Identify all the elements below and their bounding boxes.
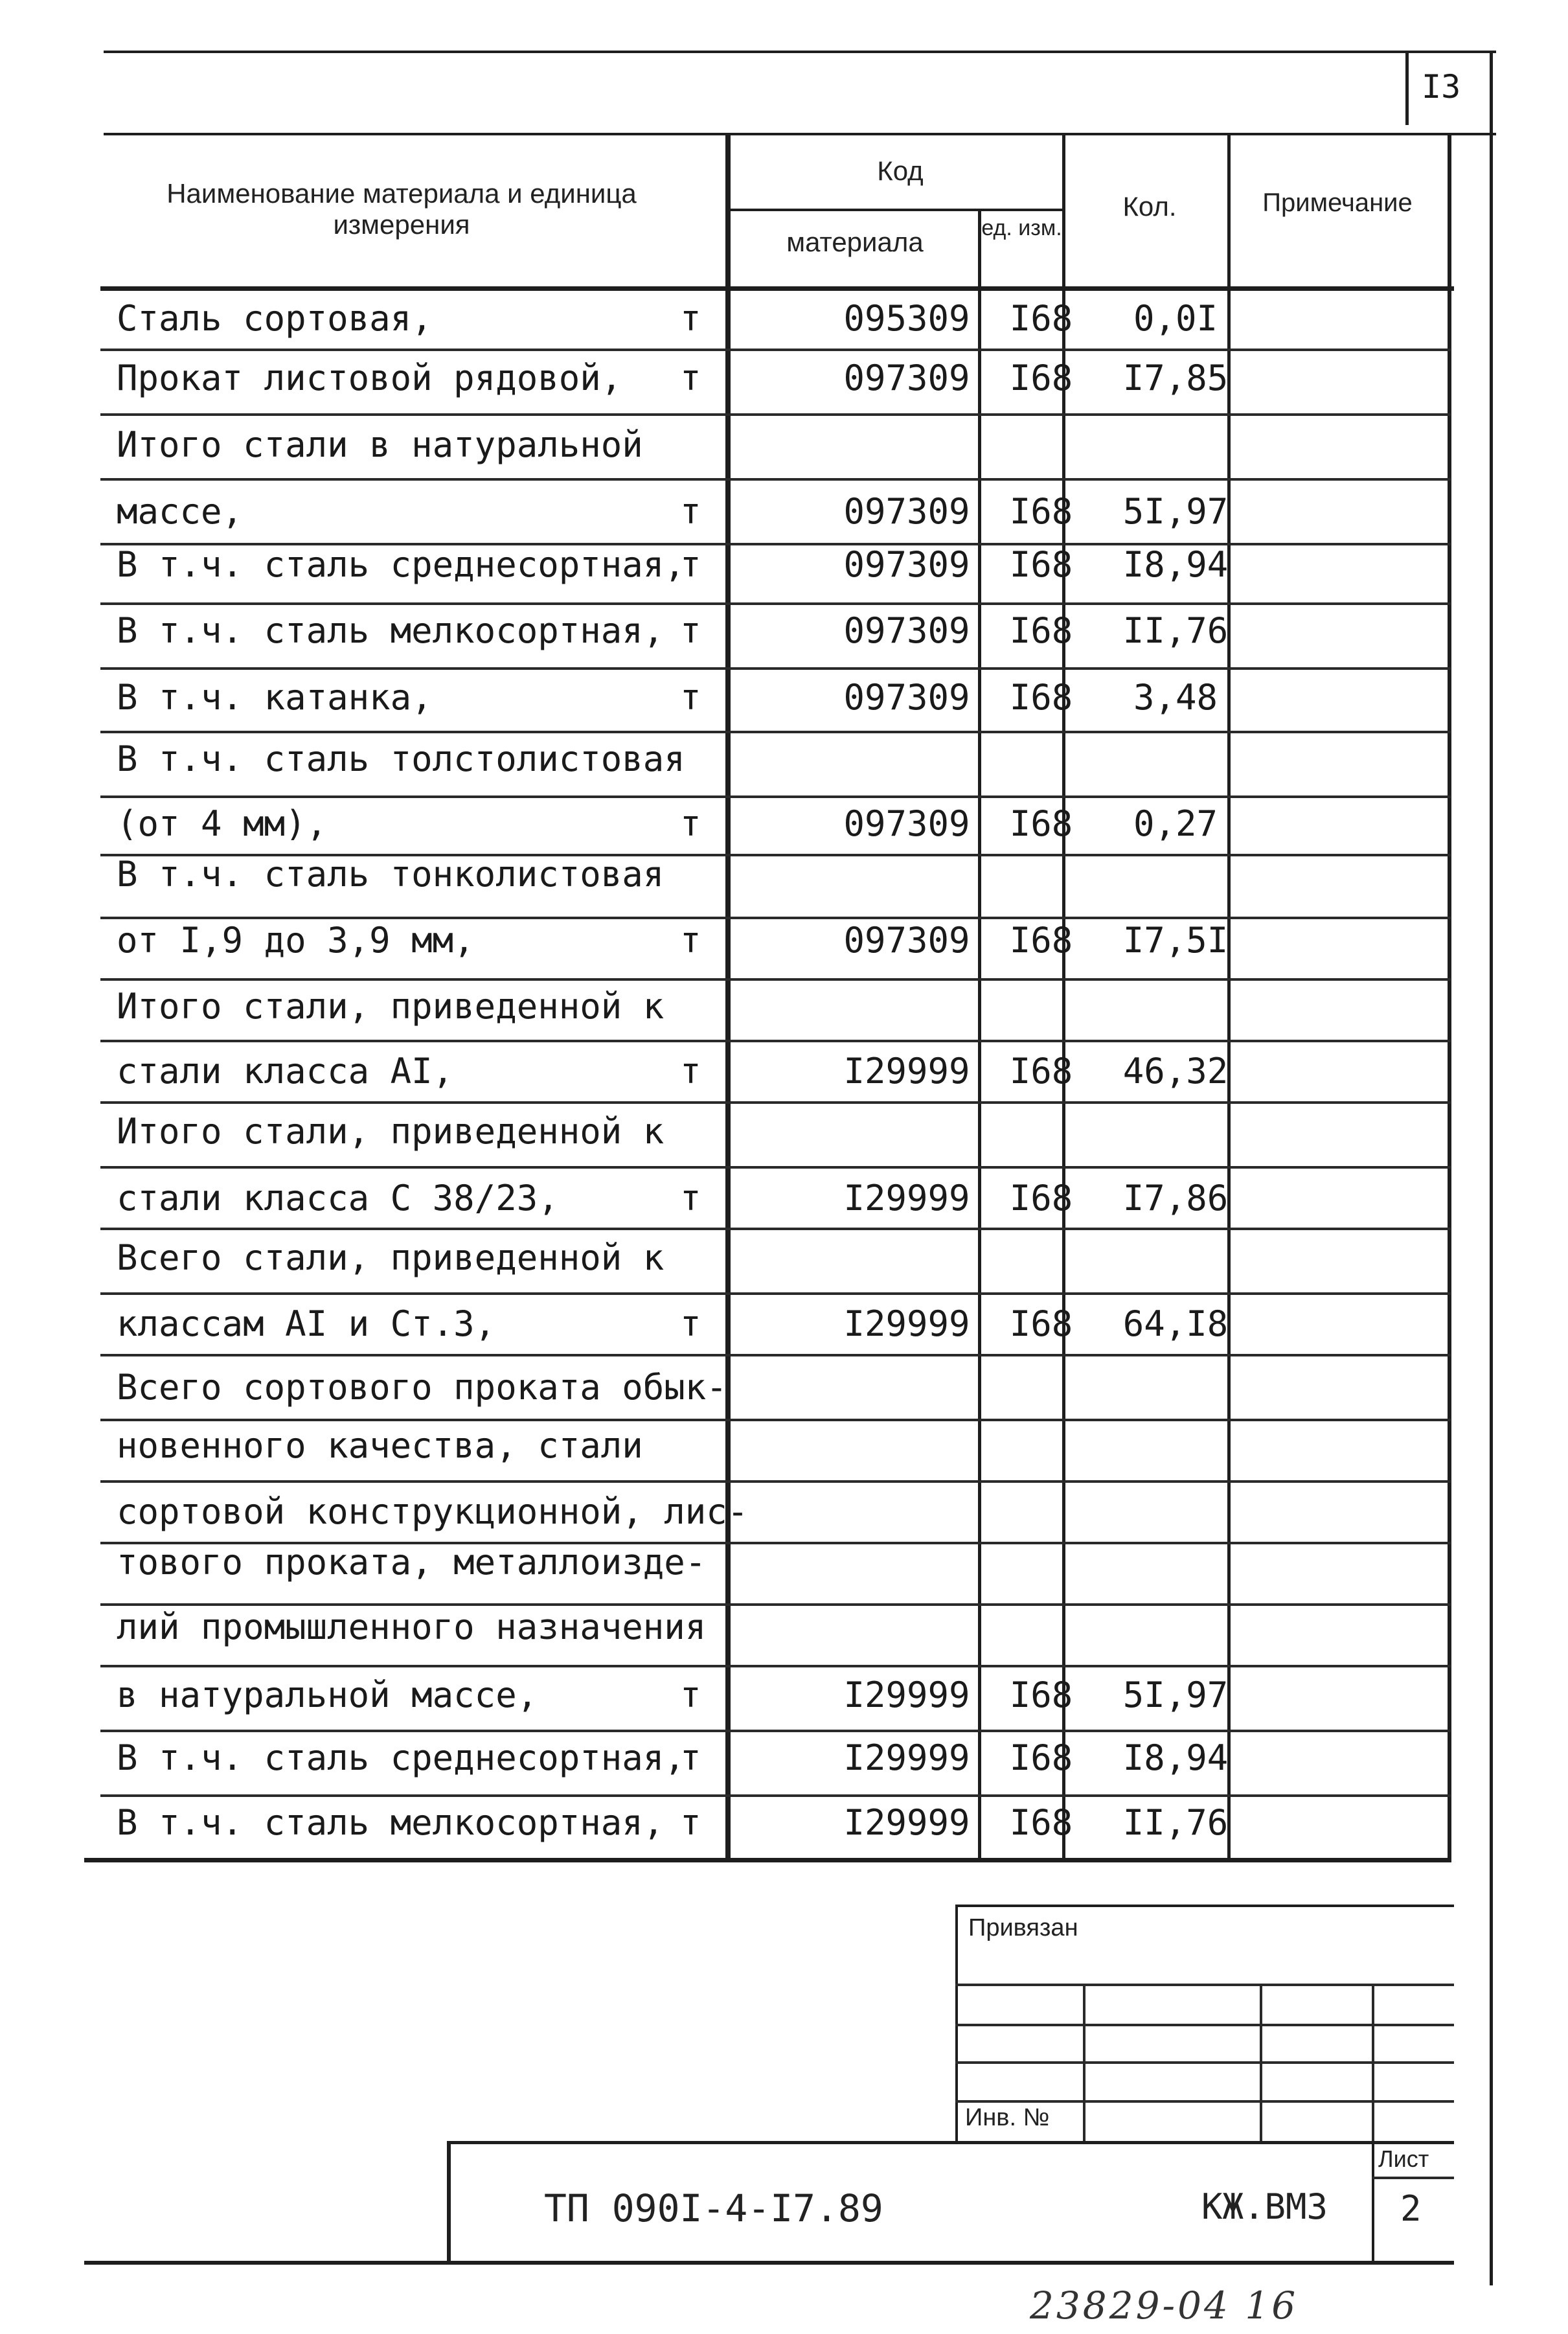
quantity: 46,32 [1122,1051,1229,1092]
inv-number-label: Инв. № [965,2104,1050,2131]
table-row [84,544,1451,609]
material-name: В т.ч. сталь мелкосортная, [117,1802,665,1843]
sheet-number: I3 [1422,68,1461,106]
material-name: Всего сортового проката обык- [117,1367,727,1408]
material-name: сортовой конструкционной, лис- [117,1491,749,1532]
quantity: 64,I8 [1122,1303,1229,1344]
table-row [84,986,1451,1051]
header-top-line [104,133,1496,135]
title-block-line [1372,2141,1374,2264]
document-number: ТП 090I-4-I7.89 [544,2186,883,2230]
unit-code: I68 [1009,677,1073,718]
material-name: В т.ч. сталь среднесортная, [117,1737,685,1778]
material-code: 095309 [843,298,970,339]
table-row [84,1111,1451,1176]
material-name: в натуральной массе, [117,1675,538,1715]
table-row [84,1051,1451,1116]
material-code: I29999 [843,1051,970,1092]
right-frame-line [1490,51,1493,2285]
stamp-line [1372,1984,1374,2144]
sheet-number-divider [1405,51,1409,125]
header-bottom-line [100,286,1454,291]
material-name: Прокат листовой рядовой, [117,358,622,398]
material-name: В т.ч. сталь мелкосортная, [117,610,665,651]
material-name: В т.ч. сталь среднесортная, [117,544,685,585]
table-row [84,1675,1451,1739]
unit-code: I68 [1009,803,1073,844]
unit: т [680,1675,701,1715]
quantity: 5I,97 [1122,1675,1229,1715]
stamp-line [1260,1984,1262,2144]
unit-code: I68 [1009,1178,1073,1218]
table-row [84,1178,1451,1242]
material-name: Итого стали в натуральной [117,424,643,465]
unit-code: I68 [1009,1675,1073,1715]
quantity: I8,94 [1122,1737,1229,1778]
title-block-line [447,2141,451,2264]
material-name: массе, [117,491,244,532]
table-row [84,1367,1451,1432]
unit-code: I68 [1009,1802,1073,1843]
document-mark: КЖ.ВМ3 [1201,2186,1328,2227]
unit: т [680,920,701,961]
header-unit-code: ед. изм. [981,216,1062,240]
material-name: Итого стали, приведенной к [117,1111,665,1152]
material-code: 097309 [843,544,970,585]
material-code: 097309 [843,491,970,532]
stamp-line [955,2061,1454,2064]
material-name: от I,9 до 3,9 мм, [117,920,475,961]
header-code-group: Код [877,155,924,186]
unit-code: I68 [1009,298,1073,339]
table-row [84,358,1451,422]
table-row [84,854,1451,919]
table-row [84,920,1451,985]
stamp-line [955,1905,1454,1907]
unit-code: I68 [1009,920,1073,961]
material-code: 097309 [843,920,970,961]
table-row [84,1607,1451,1671]
material-code: 097309 [843,358,970,398]
stamp-line [955,1984,1454,1986]
sheet-value: 2 [1400,2188,1422,2229]
table-row [84,677,1451,742]
unit: т [680,1051,701,1092]
frame-bottom-line [84,2261,1454,2265]
unit: т [680,803,701,844]
table-row [84,610,1451,675]
quantity: I7,85 [1122,358,1229,398]
material-name: стали класса AI, [117,1051,454,1092]
unit: т [680,677,701,718]
quantity: I7,5I [1122,920,1229,961]
unit: т [680,1737,701,1778]
linked-label: Привязан [968,1914,1078,1941]
material-code: 097309 [843,803,970,844]
unit-code: I68 [1009,610,1073,651]
title-block-line [1372,2177,1454,2179]
unit: т [680,544,701,585]
material-name: (от 4 мм), [117,803,328,844]
unit: т [680,358,701,398]
unit-code: I68 [1009,491,1073,532]
material-name: В т.ч. сталь толстолистовая [117,738,685,779]
quantity: 3,48 [1133,677,1218,718]
unit-code: I68 [1009,544,1073,585]
sheet-label: Лист [1378,2145,1429,2172]
stamp-line [955,2024,1454,2026]
quantity: II,76 [1122,1802,1229,1843]
material-name: В т.ч. сталь тонколистовая [117,854,665,895]
unit: т [680,1303,701,1344]
material-code: I29999 [843,1675,970,1715]
material-name: новенного качества, стали [117,1425,643,1466]
header-material-code: материала [786,227,924,257]
header-name-column: Наименование материала и единица измерения [166,178,637,240]
table-row [84,1737,1451,1802]
table-row [84,1303,1451,1368]
quantity: II,76 [1122,610,1229,651]
quantity: 0,27 [1133,803,1218,844]
header-code-divider [729,209,1065,211]
unit: т [680,1802,701,1843]
stamp-line [1083,1984,1085,2144]
header-note: Примечание [1262,189,1413,217]
quantity: I8,94 [1122,544,1229,585]
top-border-line [104,51,1496,53]
material-code: I29999 [843,1802,970,1843]
material-name: Итого стали, приведенной к [117,986,665,1027]
material-name: тового проката, металлоизде- [117,1542,707,1583]
table-row [84,298,1451,363]
unit: т [680,610,701,651]
unit: т [680,491,701,532]
material-name: Сталь сортовая, [117,298,433,339]
unit-code: I68 [1009,1737,1073,1778]
title-block-line [447,2141,1454,2144]
material-name: В т.ч. катанка, [117,677,433,718]
unit-code: I68 [1009,1051,1073,1092]
quantity: 5I,97 [1122,491,1229,532]
table-row [84,1237,1451,1302]
material-name: Всего стали, приведенной к [117,1237,665,1278]
material-code: I29999 [843,1178,970,1218]
bottom-archive-number: 23829-04 16 [1030,2283,1299,2328]
material-code: 097309 [843,610,970,651]
material-name: классам AI и Ст.3, [117,1303,496,1344]
unit-code: I68 [1009,358,1073,398]
unit-code: I68 [1009,1303,1073,1344]
unit: т [680,298,701,339]
material-name: лий промышленного назначения [117,1607,707,1647]
table-row [84,1425,1451,1490]
table-row [84,738,1451,803]
table-row [84,1542,1451,1607]
table-row [84,424,1451,489]
table-row [84,1802,1451,1867]
material-code: I29999 [843,1303,970,1344]
stamp-line [955,2100,1454,2103]
material-code: 097309 [843,677,970,718]
quantity: I7,86 [1122,1178,1229,1218]
unit: т [680,1178,701,1218]
material-name: стали класса С 38/23, [117,1178,559,1218]
header-quantity: Кол. [1122,191,1177,222]
material-code: I29999 [843,1737,970,1778]
quantity: 0,0I [1133,298,1218,339]
